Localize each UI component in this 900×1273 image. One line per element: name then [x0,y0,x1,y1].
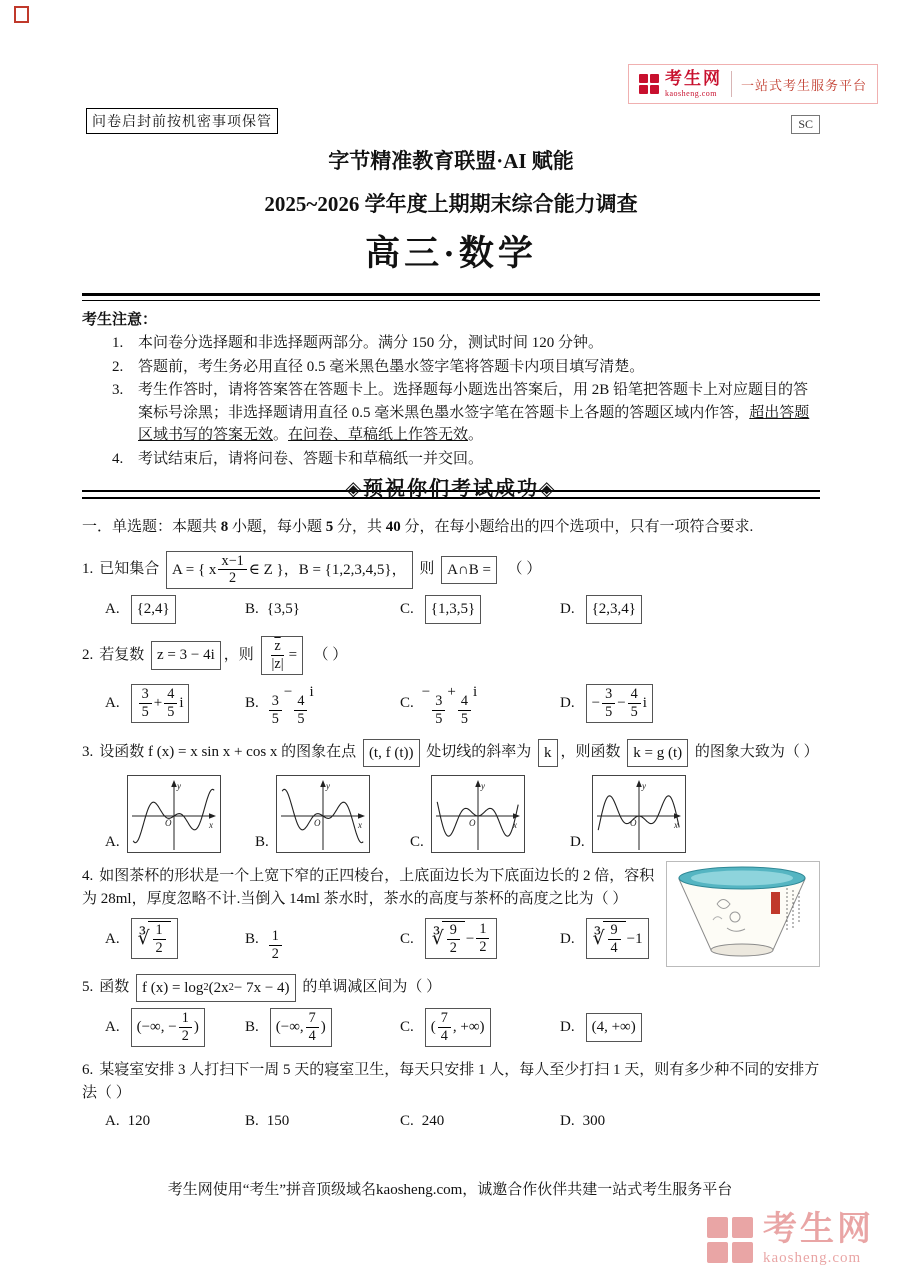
svg-text:O: O [629,818,637,829]
question-stem [82,974,820,1003]
question-number: 6. [82,1062,94,1079]
option-a: A. (−∞, − $\frac{1}{2}$ ) [105,1008,245,1047]
option-d: D. ∛ $\frac{9}{4}$ −1 [560,918,820,959]
svg-text:x: x [208,820,213,831]
brand-logo [628,64,878,104]
option-value: $\frac{3}{5}$ − $\frac{4}{5}$ i [267,681,314,727]
option-b: B. $\frac{1}{2}$ [245,916,400,962]
option-d: D. − $\frac{3}{5}$ − $\frac{4}{5}$ i [560,684,820,723]
question-stem [82,1059,820,1104]
notice-item-number: 3. [112,382,124,398]
option-value: 300 [582,1113,606,1130]
question-stem-math: 如图茶杯的形状是一个上宽下窄的正四棱台，上底面边长为下底面边长的 2 倍，容积为 28ml，厚度忽略不计.当倒入 14ml 茶水时，茶水的高度与茶杯的高度之比为（ ） [82,868,655,907]
question-stem-math: 若复数 z = 3 − 4i ，则 $\frac{\overline{z}}{|z|}$ = （ ） [99,647,347,663]
red-corner-mark [14,6,29,23]
question-stem [82,551,820,590]
option-c: C. ( $\frac{7}{4}$ , +∞) [400,1008,560,1047]
brand-name: 考生网 [664,69,722,88]
option-d: D. 300 [560,1110,820,1133]
title-exam-session: 2025~2026 学年度上期期末综合能力调查 [264,191,638,216]
option-value: {2,3,4} [583,595,645,624]
notice-heading: 考生注意： [82,311,158,328]
svg-text:x: x [357,820,362,831]
brand-divider [731,71,732,97]
svg-text:x: x [673,820,678,831]
question-stem [82,865,655,910]
kaosheng-watermark-icon [707,1217,753,1263]
wish-banner [82,474,820,510]
question-4 [82,865,820,962]
question-stem-math: 已知集合 A = { x $\frac{x-1}{2}$ ∈ Z }，B = {1,2,3,4,5}， 则 A∩B = （ ） [99,561,541,577]
option-c: C. ∛ $\frac{9}{2}$ − $\frac{1}{2}$ [400,918,560,959]
option-value: ( $\frac{7}{4}$ , +∞) [422,1008,494,1047]
svg-text:y: y [176,781,181,792]
option-a: A. $\frac{3}{5}$ + $\frac{4}{5}$ i [105,684,245,723]
option-d: D. {2,3,4} [560,595,820,624]
svg-text:O: O [468,818,476,829]
option-b: B. (−∞, $\frac{7}{4}$ ) [245,1008,400,1047]
notice-item [112,448,820,471]
option-a: A. ∛ $\frac{1}{2}$ [105,918,245,959]
kaosheng-logo-icon [639,74,659,94]
question-number: 2. [82,646,94,663]
option-c: C. {1,3,5} [400,595,560,624]
option-value: (−∞, $\frac{7}{4}$ ) [267,1008,335,1047]
notice-item-number: 1. [112,335,124,351]
option-a: A. y O x [105,775,255,853]
watermark-text [763,1213,874,1267]
svg-text:y: y [480,781,485,792]
notice-item-number: 4. [112,450,124,467]
option-value: 120 [127,1113,151,1130]
notice-item [112,332,820,355]
option-value: {3,5} [266,601,300,618]
sc-label: SC [791,115,820,134]
question-number: 1. [82,561,94,578]
option-d: D. y O x [570,775,820,853]
question-5 [82,974,820,1047]
graph-image-b [276,775,370,853]
svg-text:y: y [325,781,330,792]
option-value: (4, +∞) [583,1013,645,1042]
notice-item [112,356,820,379]
question-number: 5. [82,979,94,996]
option-value: {1,3,5} [422,595,484,624]
question-stem [82,636,820,675]
option-value: ∛ $\frac{1}{2}$ [128,918,181,959]
brand-tagline: 一站式考生服务平台 [740,77,867,93]
option-b: B. {3,5} [245,598,400,621]
option-value: $\frac{1}{2}$ [267,916,284,962]
option-c: C. − $\frac{3}{5}$ + $\frac{4}{5}$ i [400,681,560,727]
option-b: B. y O x [255,775,410,853]
question-6 [82,1059,820,1133]
option-row [105,595,820,624]
seal-notice: 问卷启封前按机密事项保管 [86,108,278,134]
question-number: 3. [82,744,94,761]
svg-text:O: O [164,818,172,829]
watermark-domain: kaosheng.com [763,1250,862,1266]
question-2 [82,636,820,727]
question-3 [82,739,820,854]
option-value: $\frac{3}{5}$ + $\frac{4}{5}$ i [128,684,193,723]
option-row-graphs [105,775,820,853]
option-b: B. 150 [245,1110,400,1133]
brand-text [665,70,722,98]
svg-text:x: x [512,820,517,831]
option-c: C. y O x [410,775,570,853]
notice-item-number: 2. [112,358,124,375]
question-stem-math: 函数 f (x) = log 2 (2x 2 − 7x − 4) 的单调减区间为（ ） [99,979,441,995]
option-row [105,1008,820,1047]
question-stem [82,739,820,768]
option-b: B. $\frac{3}{5}$ − $\frac{4}{5}$ i [245,681,400,727]
option-value: 240 [421,1113,445,1130]
option-value: 150 [266,1113,290,1130]
svg-text:O: O [313,818,321,829]
notice-item-text: 本问卷分选择题和非选择题两部分。满分 150 分，测试时间 120 分钟。 [138,335,604,351]
brand-domain: kaosheng.com [664,89,717,98]
option-c: C. 240 [400,1110,560,1133]
question-number: 4. [82,868,94,885]
notice-list [82,332,820,470]
option-value: (−∞, − $\frac{1}{2}$ ) [128,1008,208,1047]
option-row [105,1110,820,1133]
graph-image-c [431,775,525,853]
notice-item-text: 考试结束后，请将问卷、答题卡和草稿纸一并交回。 [138,450,484,467]
option-value: ∛ $\frac{9}{2}$ − $\frac{1}{2}$ [422,918,501,959]
graph-image-d [592,775,686,853]
question-1 [82,551,820,624]
question-stem-math: 设函数 f (x) = x sin x + cos x 的图象在点 (t, f (t)) 处切线的斜率为 k ，则函数 k = g (t) 的图象大致为（ ） [99,744,818,760]
option-a: A. {2,4} [105,595,245,624]
option-value: − $\frac{3}{5}$ − $\frac{4}{5}$ i [583,684,656,723]
teacup-image [666,861,820,967]
option-d: D. (4, +∞) [560,1013,820,1042]
double-rule-top [82,293,820,301]
notice-item-text: 考生作答时，请将答案答在答题卡上。选择题每小题选出答案后，用 2B 铅笔把答题卡上对应题目的答案标号涂黑；非选择题请用直径 0.5 毫米黑色墨水签字笔在答题卡上各题的答题区域内作答，超出答题区域书写的答案无效。在问卷、草稿纸上作答无效。 [138,382,810,443]
title-alliance: 字节精准教育联盟·AI 赋能 [328,149,574,173]
watermark-logo [707,1213,874,1267]
option-a: A. 120 [105,1110,245,1133]
option-value: − $\frac{3}{5}$ + $\frac{4}{5}$ i [421,683,478,727]
wish-text: ◈预祝你们考试成功◈ [345,478,557,500]
section-one-heading: 一．单选题：本题共 8 小题，每小题 5 分，共 40 分，在每小题给出的四个选项中，只有一项符合要求. [82,519,754,535]
question-stem-math: 某寝室安排 3 人打扫下一周 5 天的寝室卫生，每天只安排 1 人，每人至少打扫 1 天，则有多少种不同的安排方法（ ） [82,1062,820,1101]
option-value: {2,4} [128,595,179,624]
watermark-name: 考生网 [763,1211,874,1248]
option-value: ∛ $\frac{9}{4}$ −1 [583,918,652,959]
notice-item [112,379,820,447]
notice-item-text: 答题前，考生务必用直径 0.5 毫米黑色墨水签字笔将答题卡内项目填写清楚。 [138,358,645,375]
graph-image-a [127,775,221,853]
footer-slogan: 考生网使用“考生”拼音顶级域名kaosheng.com，诚邀合作伙伴共建一站式考生服务平台 [167,1182,733,1198]
svg-text:y: y [641,781,646,792]
option-row [105,681,820,727]
title-subject: 高三·数学 [365,234,537,273]
